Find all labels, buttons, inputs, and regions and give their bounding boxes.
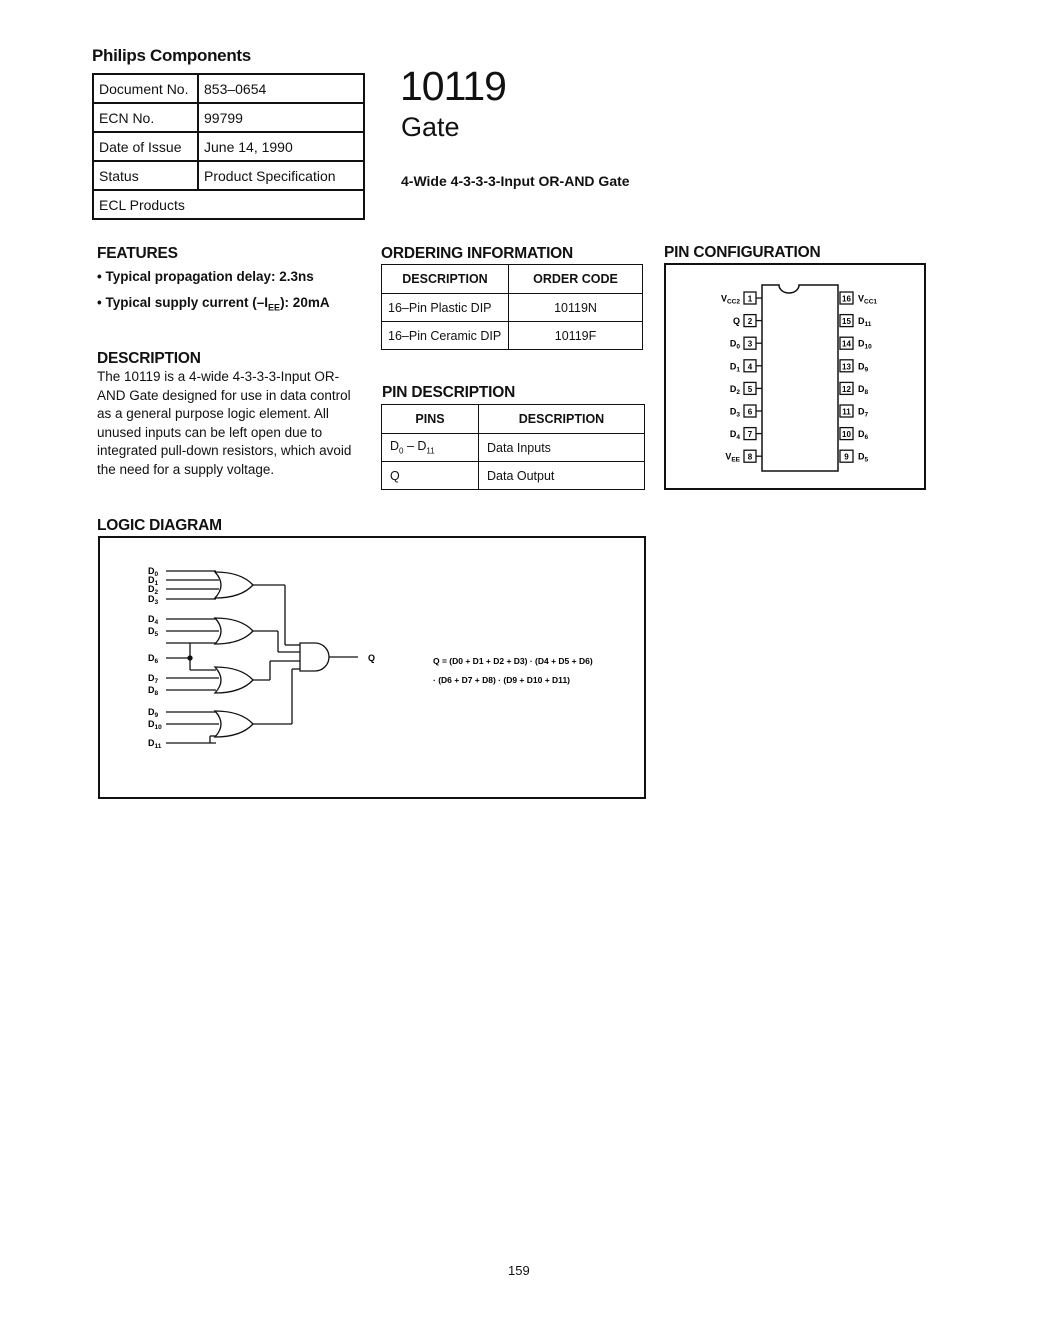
column-header: DESCRIPTION [479,405,645,434]
dip-package-diagram [666,265,924,488]
input-label: $D_0$ [148,566,159,578]
equation-line-2: · (D6 + D7 + D8) · (D9 + D10 + D11) [433,675,570,685]
table-cell: 16–Pin Plastic DIP [382,294,509,322]
table-row [93,190,364,219]
pin-description-table [381,404,645,490]
input-label: $D_{10}$ [148,719,162,731]
table-header-row [382,405,645,434]
description-text: The 10119 is a 4-wide 4-3-3-3-Input OR-AND Gate designed for use in data control as a general purpose logic element. All unused inputs can be left open due to integrated pull-down resistors, which avoid the need for a supply voltage. [97,369,352,477]
input-label: $D_9$ [148,707,159,719]
column-header: PINS [382,405,479,434]
table-cell: Q [382,462,479,490]
pin-number: 13 [842,362,851,372]
table-row [93,74,364,103]
bullet: • [97,295,102,310]
page-number: 159 [508,1263,530,1278]
and-gate [300,643,329,671]
meta-footer: ECL Products [93,190,364,219]
pin-label: $D_{10}$ [858,338,872,351]
input-label: $D_2$ [148,584,159,596]
table-cell [382,434,479,462]
pin-text: – D [403,439,427,454]
pin-number: 12 [842,384,851,394]
meta-key: Date of Issue [93,132,198,161]
input-label: $D_7$ [148,673,159,685]
column-header: DESCRIPTION [382,265,509,294]
meta-value: Product Specification [198,161,364,190]
bullet: • [97,269,102,284]
logic-diagram-box [98,536,646,799]
table-cell: 16–Pin Ceramic DIP [382,322,509,350]
pin-config-heading: PIN CONFIGURATION [664,244,821,261]
pin-number: 6 [747,407,753,417]
feature-text: Typical propagation delay: 2.3ns [105,269,314,284]
input-label: $D_8$ [148,685,159,697]
pin-number: 3 [747,339,753,349]
table-cell: 10119F [509,322,643,350]
input-label: $D_{11}$ [148,738,162,750]
or-gate [215,667,253,693]
part-subtitle: 4-Wide 4-3-3-3-Input OR-AND Gate [401,173,630,189]
features-heading: FEATURES [97,245,178,262]
pin-number: 9 [844,452,849,462]
company-name: Philips Components [92,46,251,65]
pin-number: 16 [842,294,851,304]
pin-label: $V_{EE}$ [725,451,740,464]
table-row [382,462,645,490]
or-gate [215,618,253,644]
pin-label: $D_3$ [729,406,740,419]
pin-number: 11 [842,407,851,417]
input-label: $D_6$ [148,653,159,665]
column-header: ORDER CODE [509,265,643,294]
pin-label: $D_1$ [729,361,740,374]
junction-dot [188,656,192,660]
dip-body [762,285,838,471]
pin-label: $D_8$ [858,383,869,396]
table-cell: Data Output [479,462,645,490]
equation-line-1: Q = (D0 + D1 + D2 + D3) · (D4 + D5 + D6) [433,656,593,666]
pin-label: $D_0$ [729,338,740,351]
table-row [93,161,364,190]
input-label: $D_1$ [148,575,159,587]
table-row [93,103,364,132]
feature-subscript: EE [268,302,281,313]
feature-text: ): 20mA [280,295,330,310]
pin-label: $V_{CC2}$ [720,293,740,306]
description-heading: DESCRIPTION [97,350,201,367]
pin-label: $D_4$ [729,429,740,442]
output-label: Q [368,653,376,663]
pin-number: 10 [842,430,851,440]
pin-description-heading: PIN DESCRIPTION [382,384,516,401]
pin-sub: 0 [399,446,404,456]
input-label: $D_4$ [148,614,159,626]
meta-key: Document No. [93,74,198,103]
table-row [382,294,643,322]
table-cell: Data Inputs [479,434,645,462]
input-label: $D_5$ [148,626,159,638]
pin-text: D [390,439,400,454]
meta-key: Status [93,161,198,190]
pin-sub: 11 [426,446,435,456]
feature-item [97,269,314,284]
meta-key: ECN No. [93,103,198,132]
logic-diagram [100,538,644,797]
pin-number: 5 [747,384,753,394]
pin-number: 14 [842,339,851,349]
pin-label: Q [732,316,740,327]
pin-label: $D_5$ [858,451,869,464]
or-gate [215,572,253,598]
pin-label: $D_7$ [858,406,869,419]
pin-label: $D_2$ [729,383,740,396]
pin-label: $V_{CC1}$ [858,293,878,306]
pin-number: 8 [747,452,753,462]
pin-label: $D_{11}$ [858,316,872,329]
pin-number: 2 [747,317,753,327]
pin-number: 4 [747,362,753,372]
ordering-table [381,264,643,350]
table-row [382,434,645,462]
meta-value: 99799 [198,103,364,132]
document-info-table [92,73,365,220]
pin-number: 1 [747,294,753,304]
or-gate [215,711,253,737]
feature-text: Typical supply current (–I [105,295,269,310]
logic-diagram-heading: LOGIC DIAGRAM [97,517,222,534]
feature-item [97,295,330,313]
meta-value: June 14, 1990 [198,132,364,161]
table-row [382,322,643,350]
pin-label: $D_9$ [858,361,869,374]
table-cell: 10119N [509,294,643,322]
part-type: Gate [401,112,460,142]
pin-number: 15 [842,317,851,327]
table-row [93,132,364,161]
pin-label: $D_6$ [858,429,869,442]
meta-value: 853–0654 [198,74,364,103]
ordering-heading: ORDERING INFORMATION [381,245,574,262]
table-header-row [382,265,643,294]
input-label: $D_3$ [148,594,159,606]
part-number: 10119 [400,63,506,109]
pin-number: 7 [747,430,753,440]
pin-config-box [664,263,926,490]
